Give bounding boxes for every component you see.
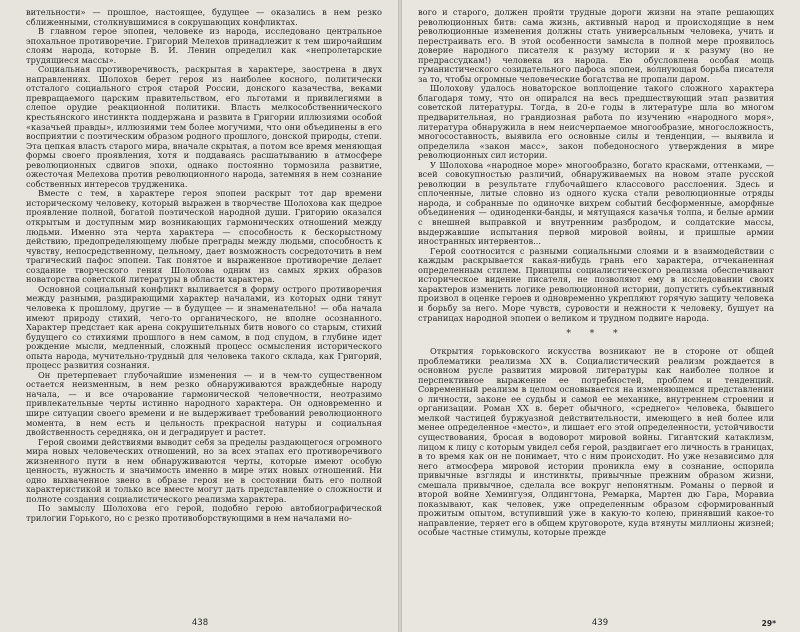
paragraph: По замыслу Шолохова его герой, подобно герою автобиографической трилогии Горького, но с резко противоборствующими в нем началами но- <box>26 503 382 523</box>
section-separator: * * * <box>566 329 626 340</box>
book-gutter <box>398 0 402 632</box>
paragraph: вительности» — прошлое, настоящее, будущее — оказались в нем резко сближенными, столкнувшимися в сокрушающих конфликтах. <box>26 7 382 27</box>
paragraph: Основной социальный конфликт выливается в форму острого противоречия между разными, раздирающими характер началами, из которых одни тянут человека к прошлому, другие — в будущее — и знаменательно! — оба начала имеют природу стихий, чего-то органического, не вполне осознанного. Характер предстает как арена сокрушительных битв нового со старым, стихий будущего со стихиями прошлого в нем самом, в под спудом, в глубине идет рождение мысли, медленный, сложный процесс осмысления исторического опыта народа, мучительно-трудный для человека такого склада, как Григорий, процесс развития сознания. <box>26 283 382 371</box>
paragraph: Герой соотносится с разными социальными слоями и в взаимодействии с каждым раскрывается какая-нибудь грань его характера, отчеканенная определенным стилем. Принципы социалистического реализма обеспечивают историческое видение писателя, не позволяют ему в исследовании своих характеров изменить логике революционной истории, допустить субъективный произвол в оценке героев и одновременно укрепляют горячую защиту человека и борьбу за него. Море чувств, суровости и нежности к человеку, бушует на страницах народной эпопеи о великом и трудном подвиге народа. <box>418 245 774 323</box>
paragraph: В главном герое эпопеи, человеке из народа, исследовано центральное эпохальное противоречие. Григорий Мелехов принадлежит к тем широчайшим слоям народа, которые В. И. Ленин определил как «непролетарские трудящиеся массы». <box>26 26 382 65</box>
left-page-text <box>26 8 382 524</box>
page-number: 438 <box>191 618 209 628</box>
right-page <box>400 0 800 632</box>
paragraph: Открытия горьковского искусства возникают не в стороне от общей проблематики реализма XX в. Социалистический реализм рождается в основном русле развития мировой литературы как наиболее полное и перспективное выражение ее потребностей, проблем и тенденций. Современный реализм в целом основывается на изменяющемся представлении о личности, законе ее судьбы и самой ее механике, внутреннем строении и организации. Роман XX в. берет обычного, «среднего» человека, бывшего мелкой частицей буржуазной действительности, имеющего в ней более или менее определенное «место», и лишает его этой определенности, устойчивости существования, бросая в водоворот мировой войны. Гигантский катаклизм, лицом к лицу с которым увидел себя герой, раздвигает его личность в границах, в то время как он не понимает, что с ним происходит. Но уже независимо для него атмосфера мировой истории проникла ему в сознание, оспорила привычные взгляды и инстинкты, привычные прежним образом жизни, смешала привычное, сделала все вокруг непонятным. Романы о первой и второй войне Хемингуэя, Олдингтона, Ремарка, Мартен дю Гара, Моравиа показывают, как человек, уже определенным образом сформированный прожитым опытом, вступивший уже в какую-то колею, принявший какое-то направление, теряет его в общем круговороте, куда втянуты миллионы жизней; особые частные стимулы, которые прежде <box>418 346 774 538</box>
paragraph: У Шолохова «народное море» многообразно, богато красками, оттенками, — всей совокупностью различий, обнаруживаемых на новом этапе русской революции в результате глубочайшего классового расслоения. Здесь и сплоченные, литые словно из одного куска стали революционные отряды народа, и собранные по одиночке вихрем событий бесформенные, аморфные объединения — одиноденки-банды, и мятущаяся казачья толпа, и белые армии с внешней выправкой и внутренним разбродом, и солдатские массы, выдержавшие испытания первой мировой войны, и пришлые армии иностранных интервентов... <box>418 159 774 247</box>
page-number: 439 <box>591 618 609 628</box>
paragraph: Вместе с тем, в характере героя эпопеи раскрыт тот дар времени историческому человеку, который выражен в творчестве Шолохова как щедрое проявление полной, богатой поэтической народной души. Григорию оказался открытым и доступным мир возникающих гармонических отношений между людьми. Именно эта черта характера — способность к бескорыстному действию, предопределяющему любые преграды между людьми, способность к чувству, непосредственному, цельному, дает возможность сосредоточить в нем трагический пафос эпопеи. Так понятое и выраженное противоречие делает создание творческого гения Шолохова одним из самых ярких образов новаторства советской литературы в области характера. <box>26 188 382 285</box>
paragraph: Он претерпевает глубочайшие изменения — и в чем-то существенном остается неизменным, в нем резко обнаруживаются враждебные народу начала, — и все очарование гармонической человечности, неотразимо привлекательные черты истинно народного характера. Он одновременно и шире ситуации своего времени и не выдерживает требований революционного момента, в нем есть и цельность прекрасной натуры и социальная двойственность середняка, он и деградирует и растет. <box>26 369 382 438</box>
paragraph: Социальная противоречивость, раскрытая в характере, заострена в двух направлениях. Шолохов берет героя из наиболее косного, политически отсталого социального строя старой России, донского казачества, веками превращаемого царским правительством, его льготами и привилегиями в слепое орудие реакционной политики. Власть мелкособственнического крестьянского инстинкта поддержана и развита в Григории иллюзиями особой «казачьей правды», иллюзиями тем более могучими, что они объединены в его восприятии с поэтическим образом родного прошлого, донской природы, степи. Эта цепкая власть старого мира, вначале скрытая, а потом все время меняющая формы своего проявления, хотя и поддаваясь расшатыванию в атмосфере революционных сдвигов эпохи, однако постоянно тормозила развитие, ожесточая Мелехова против революционного народа, затемняя в нем сознание собственных интересов трудженика. <box>26 64 382 189</box>
paragraph: Шолохову удалось новаторское воплощение такого сложного характера благодаря тому, что он опирался на весь предшествующий этап развития советской литературы. Тогда, в 20-е годы в литературе шла во многом предварительная, но грандиозная работа по изучению «народного моря», литература обнаружила в нем неисчерпаемое многообразие, многосложность, многосоставность, выявила его основные силы и тенденции, — выявила и определила «закон масс», закон победоносного утверждения в мире революционных сил истории. <box>418 83 774 161</box>
signature-mark: 29* <box>761 619 776 628</box>
paragraph: вого и старого, должен пройти трудные дороги жизни на этапе решающих революционных битв: сама жизнь, активный народ и происходящие в нем революционные изменения должны стать универсальным человека, учить и перестраивать его. В этой особенности замысла в полной мере проявилось доверие народного писателя к разуму истории и к разуму (но не предрассудкам!) человека из народа. Ею обусловлена особая мощь гуманистического созидательного пафоса эпопеи, волнующая борьба писателя за то, чтобы огромные человеческие богатства не пропали даром. <box>418 7 774 84</box>
paragraph: Герой своими действиями выводит себя за пределы раздающегося огромного мира новых человеческих отношений, но за всех этапах его противоречивого жизненного пути в нем обнаруживаются черты, которые имеют особую ценность, нужность и значимость именно в мире этих новых отношений. Ни одно выхваченное звено в образе героя не в состоянии быть его полной характеристикой и только все вместе могут дать представление о сложности и полноте создания социалистического реализма характера. <box>26 436 382 504</box>
right-page-text <box>418 8 774 538</box>
